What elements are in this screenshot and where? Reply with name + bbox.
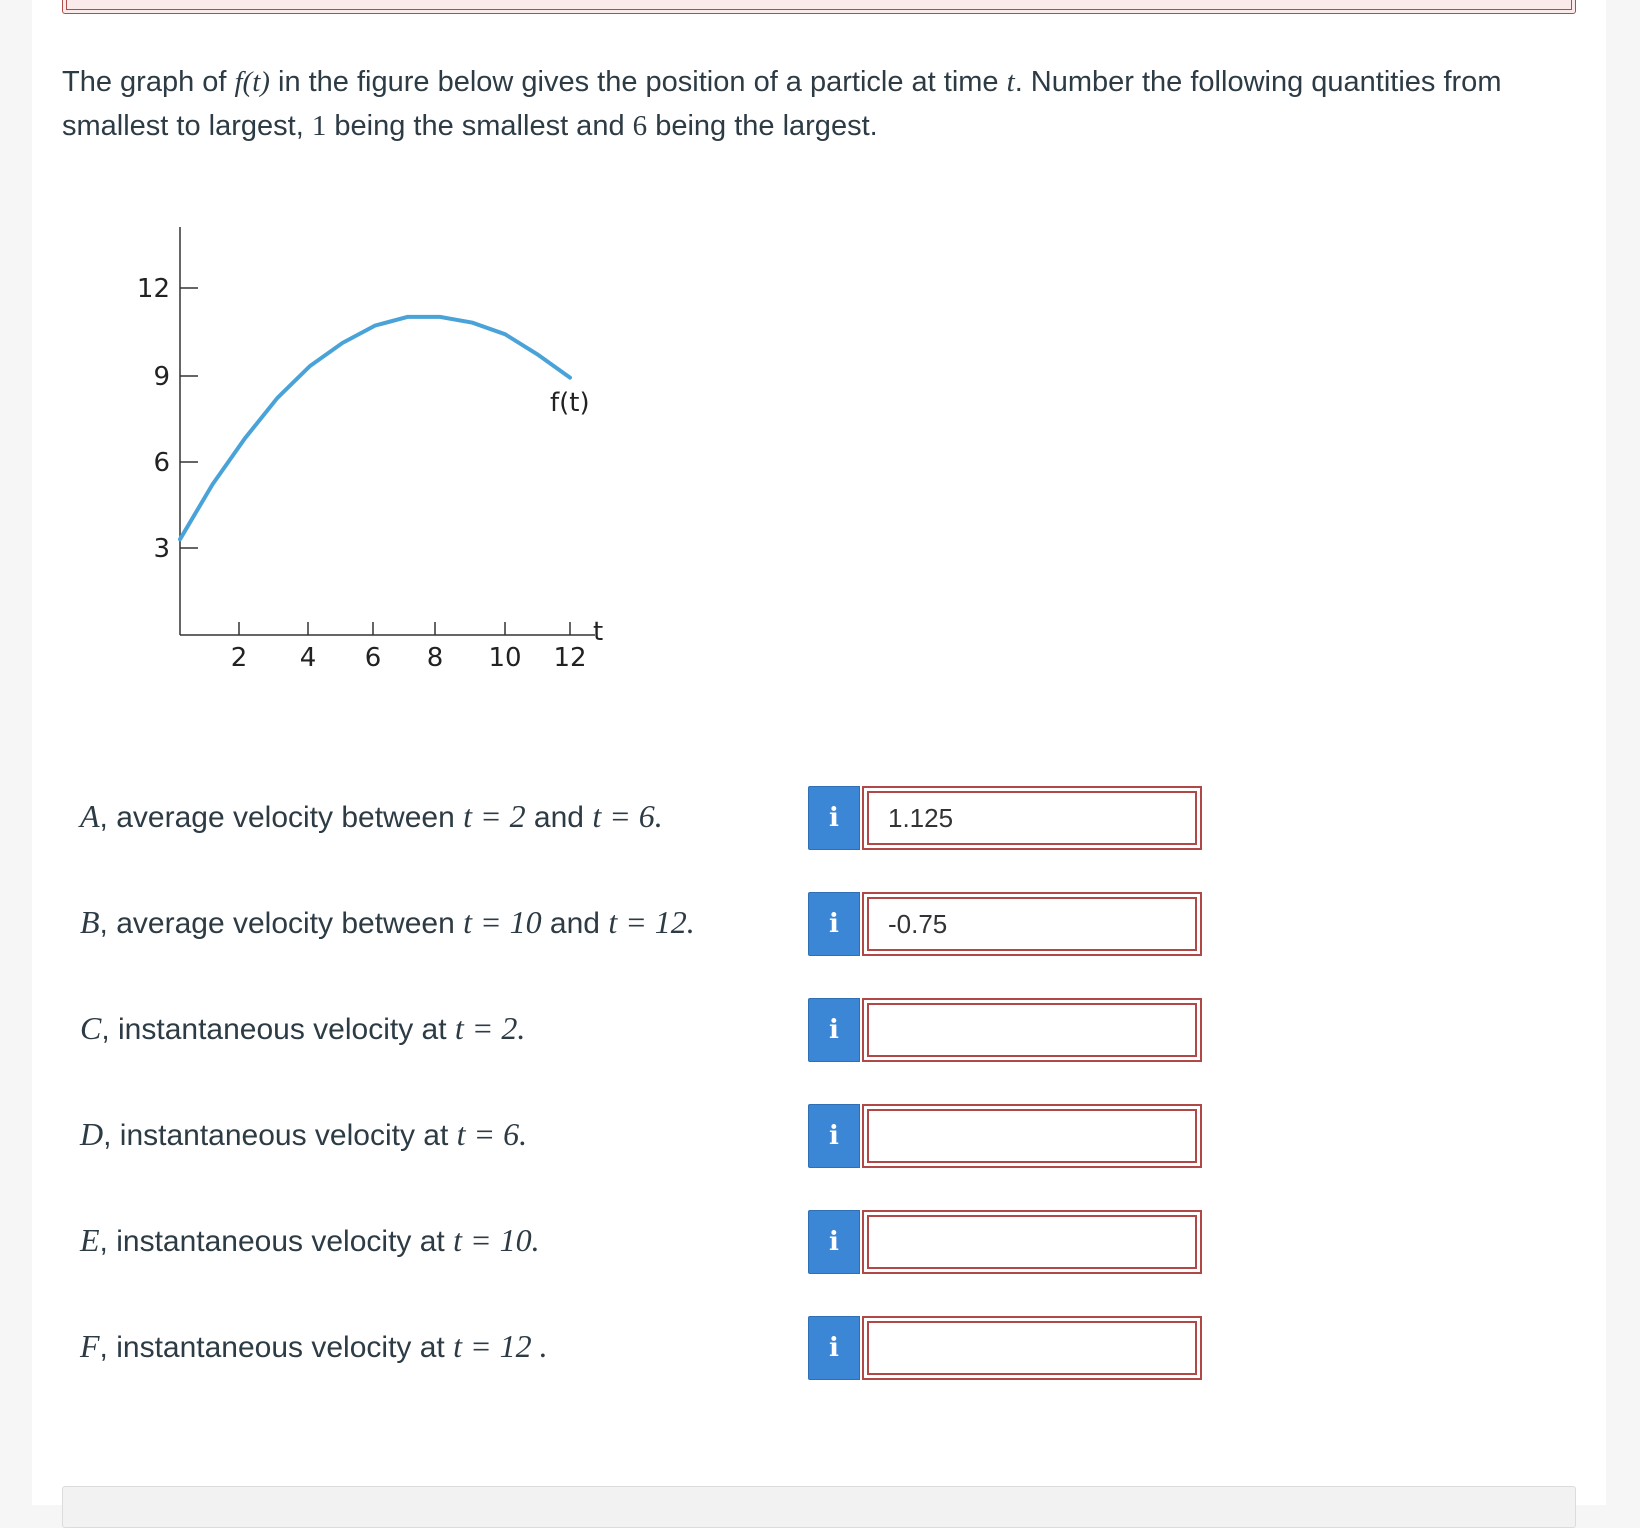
- question-row-f: [80, 1316, 1210, 1380]
- answer-box: [862, 1316, 1202, 1380]
- x-tick-label-6: 6: [364, 643, 382, 673]
- y-tick-label-12: 12: [136, 274, 170, 304]
- question-label: F, instantaneous velocity at t = 12 .: [80, 1328, 548, 1364]
- f-curve: [180, 317, 570, 539]
- question-row-d: [80, 1104, 1210, 1168]
- answer-input[interactable]: [870, 900, 1194, 948]
- x-tick-label-12: 12: [553, 643, 587, 673]
- question-row-c: [80, 998, 1210, 1062]
- question-label: C, instantaneous velocity at t = 2.: [80, 1010, 526, 1046]
- question-row-a: [80, 786, 1210, 850]
- x-tick-label-8: 8: [426, 643, 444, 673]
- answer-box: [862, 1104, 1202, 1168]
- info-icon[interactable]: i: [808, 1210, 860, 1274]
- previous-answer-bar: [62, 0, 1576, 14]
- answer-box: [862, 998, 1202, 1062]
- answer-input[interactable]: [870, 1112, 1194, 1160]
- y-tick-label-6: 6: [153, 448, 170, 478]
- position-graph: [120, 225, 680, 715]
- question-label: D, instantaneous velocity at t = 6.: [80, 1116, 528, 1152]
- x-tick-label-10: 10: [488, 643, 522, 673]
- answer-box: [862, 1210, 1202, 1274]
- function-symbol: f(t): [234, 66, 270, 98]
- x-tick-label-2: 2: [230, 643, 248, 673]
- info-icon[interactable]: i: [808, 892, 860, 956]
- answer-input[interactable]: [870, 1324, 1194, 1372]
- info-icon[interactable]: i: [808, 786, 860, 850]
- answer-box: [862, 892, 1202, 956]
- answer-input[interactable]: [870, 1218, 1194, 1266]
- info-icon[interactable]: i: [808, 1316, 860, 1380]
- question-row-e: [80, 1210, 1210, 1274]
- answer-input[interactable]: [870, 794, 1194, 842]
- info-icon[interactable]: i: [808, 998, 860, 1062]
- question-label: A, average velocity between t = 2 and t = 6.: [80, 798, 663, 834]
- x-tick-label-4: 4: [299, 643, 317, 673]
- question-row-b: [80, 892, 1210, 956]
- answer-input[interactable]: [870, 1006, 1194, 1054]
- curve-label: f(t): [550, 388, 590, 418]
- next-panel: [62, 1486, 1576, 1528]
- y-tick-label-3: 3: [153, 534, 170, 564]
- info-icon[interactable]: i: [808, 1104, 860, 1168]
- question-label: B, average velocity between t = 10 and t = 12.: [80, 904, 695, 940]
- question-label: E, instantaneous velocity at t = 10.: [80, 1222, 540, 1258]
- question-prompt: The graph of f(t) in the figure below gives the position of a particle at time t. Number the following quantities from smallest to largest, 1 being the smallest and 6 being the largest.: [62, 66, 1502, 142]
- x-axis-label: t: [593, 617, 604, 647]
- time-variable: t: [1006, 66, 1015, 98]
- y-tick-label-9: 9: [153, 362, 170, 392]
- answer-box: [862, 786, 1202, 850]
